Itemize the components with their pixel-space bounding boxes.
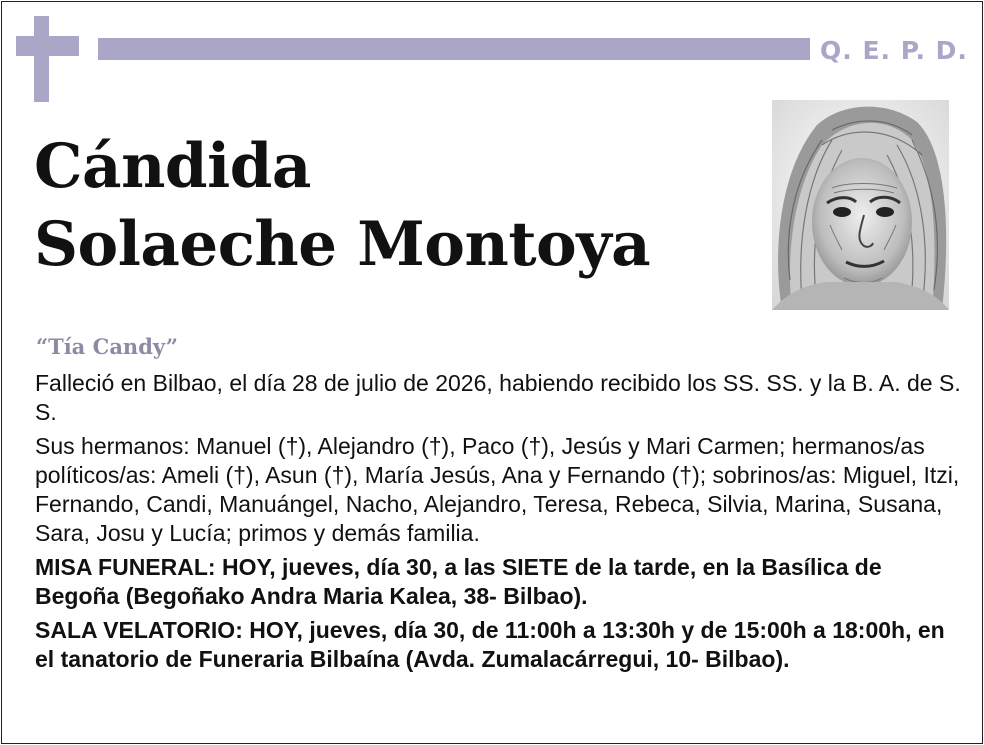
obituary-body xyxy=(35,369,965,679)
cross-icon-bar xyxy=(16,36,79,56)
family-list: Sus hermanos: Manuel (†), Alejandro (†), Paco (†), Jesús y Mari Carmen; hermanos/as políticos/as: Ameli (†), Asun (†), María Jesús, Ana y Fernando (†); sobrinos/as: Miguel, Itzi, Fernando, Candi, Manuángel, Nacho, Alejandro, Teresa, Rebeca, Silvia, Marina, Susana, Sara, Josu y Lucía; primos y demás familia. xyxy=(35,433,960,546)
wake-room-info: SALA VELATORIO: HOY, jueves, día 30, de 11:00h a 13:30h y de 15:00h a 18:00h, en el tanatorio de Funeraria Bilbaína (Avda. Zumalacárregui, 10- Bilbao). xyxy=(35,617,945,672)
surnames: Solaeche Montoya xyxy=(34,209,651,280)
header-rule xyxy=(98,38,810,60)
first-name: Cándida xyxy=(34,131,311,202)
death-notice: Falleció en Bilbao, el día 28 de julio de 2026, habiendo recibido los SS. SS. y la B. A. de S. S. xyxy=(35,370,961,425)
cross-icon xyxy=(34,16,49,102)
funeral-mass-info: MISA FUNERAL: HOY, jueves, día 30, a las SIETE de la tarde, en la Basílica de Begoña (Begoñako Andra Maria Kalea, 38- Bilbao). xyxy=(35,554,882,609)
nickname: “Tía Candy” xyxy=(36,334,178,359)
portrait-photo xyxy=(772,100,949,310)
qepd-label: Q. E. P. D. xyxy=(820,36,968,65)
deceased-name xyxy=(34,128,650,284)
